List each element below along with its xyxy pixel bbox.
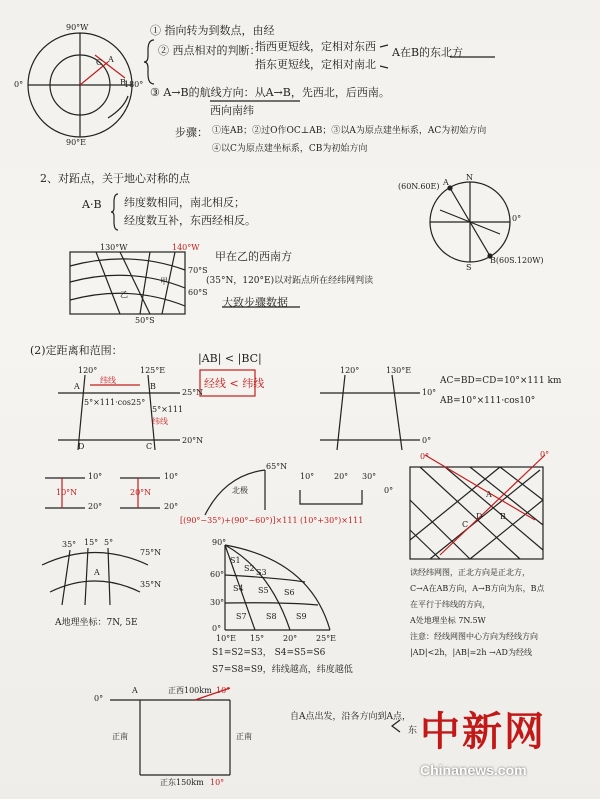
read-note-1: 读经纬网图，正北方向是正北方，	[410, 568, 530, 577]
latitude-formula-2: (10°+30°)×111	[300, 516, 364, 525]
g-60s: 60°S	[188, 288, 208, 297]
jia-note-2: (35°N，120°E)以对跖点所在经纬网判读	[206, 276, 374, 286]
br-20: 20°	[334, 472, 349, 481]
tr-len2: 5°×111	[152, 405, 184, 414]
tr2-130e: 130°E	[386, 366, 412, 375]
c1-c: C	[96, 58, 103, 67]
polar-view-diagram	[28, 33, 132, 137]
fan-75: 75°N	[140, 548, 162, 557]
g-yi: 乙	[120, 290, 128, 299]
g-140w: 140°W	[172, 243, 200, 252]
rotated-graticule	[410, 455, 545, 559]
ms-20c: 20°N	[130, 488, 152, 497]
bot-r1: 正西100km	[168, 686, 212, 695]
fan-15: 15°	[84, 538, 99, 547]
tr-a: A	[74, 382, 80, 391]
q-s7: S7	[236, 612, 247, 621]
c2-s: S	[466, 263, 472, 272]
tr2-0: 0°	[422, 436, 432, 445]
note-rule-1: ① 指向转为到数点，由经	[150, 24, 275, 37]
section-distance: (2)定距离和范围：	[30, 344, 123, 357]
ms-10b: 10°	[164, 472, 179, 481]
bottom-note-2: 东	[408, 726, 418, 736]
ab-rule-1: 纬度数相同，南北相反；	[124, 196, 245, 209]
steps-line-1: ①连AB；②过O作OC⊥AB；③以A为原点建坐标系，AC为初始方向	[212, 126, 487, 136]
read-note-5: 注意：经线网图中心方向为经线方向	[410, 632, 538, 641]
bot-r4b: 10°	[210, 778, 225, 787]
tr-125e: 125°E	[140, 366, 166, 375]
q-s3: S3	[256, 568, 267, 577]
note-rule-3: ③ A→B的航线方向：从A→B，先西北，后西南。	[150, 86, 390, 99]
antipode-circle-diagram	[430, 182, 510, 262]
g-50s: 50°S	[135, 316, 155, 325]
watermark-logo: 中新网	[420, 708, 546, 755]
br-30: 30°	[362, 472, 377, 481]
gr-c: C	[462, 520, 469, 529]
q-s8: S8	[266, 612, 277, 621]
c1-left: 0°	[14, 80, 24, 89]
note-rule-2: ② 西点相对的判断：	[158, 44, 261, 57]
fan-35n: 35°N	[140, 580, 162, 589]
c2-b: B(60S.120W)	[490, 256, 544, 265]
q-90: 90°	[212, 538, 227, 547]
bot-0: 0°	[94, 694, 104, 703]
q-s1: S1	[230, 556, 241, 565]
bottom-note-1: 自A点出发，沿各方向到A点，	[290, 712, 411, 722]
q-0: 0°	[212, 624, 222, 633]
tr-jw: 纬线	[100, 376, 116, 385]
tr-d: D	[78, 442, 85, 451]
watermark-url: Chinanews.com	[420, 762, 527, 778]
read-note-2: C→A在AB方向，A→B方向为东，B点	[410, 584, 545, 593]
note-rule-3b: 西向南纬	[210, 104, 254, 117]
section-antipode: 2、对跖点，关于地心对称的点	[40, 172, 190, 185]
tr-20n: 20°N	[182, 436, 204, 445]
gr-o2: 0°	[540, 450, 550, 459]
note-rule-2c: 指东更短线，定相对南北	[255, 58, 376, 71]
tr-25n: 25°N	[182, 388, 204, 397]
note-rule-2d: A在B的东北方	[392, 46, 464, 59]
gr-o1: 0°	[420, 452, 430, 461]
c1-bottom: 90°E	[66, 138, 87, 147]
br-0: 0°	[384, 486, 394, 495]
bot-r1b: 10°	[216, 686, 231, 695]
steps-title: 步骤：	[175, 126, 208, 139]
steps-line-2: ④以C为原点建坐标系，CB为初始方向	[212, 144, 368, 154]
q-20: 20°	[283, 634, 298, 643]
right-trap-formula-1: AC=BD=CD=10°×111 km	[440, 376, 562, 386]
ab-rule-2: 经度数互补，东西经相反。	[124, 214, 256, 227]
trapezoid-right	[320, 375, 420, 450]
c2-a: A	[443, 178, 449, 187]
c1-top: 90°W	[66, 23, 89, 32]
read-note-3: 在平行于纬线的方向，	[410, 600, 490, 609]
abbc-note-2: 经线 < 纬线	[204, 377, 265, 390]
c2-o: 0°	[512, 214, 522, 223]
tr-len: 5°×111·cos25°	[84, 398, 146, 407]
ms-20: 20°	[88, 502, 103, 511]
q-10e: 10°E	[216, 634, 237, 643]
read-note-6: |AD|<2h，|AB|=2h →AD为经线	[410, 648, 532, 657]
gr-d: D	[476, 512, 483, 521]
c2-coord: (60N.60E)	[398, 182, 440, 191]
route-diagram	[110, 688, 230, 775]
tr-b: B	[150, 382, 156, 391]
bot-r3: 正南	[236, 732, 252, 741]
jia-note-3: 大致步骤数据	[222, 296, 288, 309]
c1-b: B	[120, 78, 126, 87]
ms-10a: 10°	[88, 472, 103, 481]
c1-a: A	[108, 55, 114, 64]
ab-label: A·B	[82, 198, 102, 211]
q-s5: S5	[258, 586, 269, 595]
gr-a: A	[486, 490, 492, 499]
q-s6: S6	[284, 588, 295, 597]
bot-r2: 正南	[112, 732, 128, 741]
g-70s: 70°S	[188, 266, 208, 275]
q-60: 60°	[210, 570, 225, 579]
tr-jx: 纬线	[152, 417, 168, 426]
jia-note-1: 甲在乙的西南方	[215, 250, 292, 263]
br-10: 10°	[300, 472, 315, 481]
gr-b: B	[500, 512, 506, 521]
tr-c: C	[146, 442, 153, 451]
latitude-formula-1: [(90°−35°)+(90°−60°)]×111	[180, 516, 298, 525]
q-s9: S9	[296, 612, 307, 621]
tr2-10: 10°	[422, 388, 437, 397]
bot-r4: 正东150km	[160, 778, 204, 787]
right-trap-formula-2: AB=10°×111·cos10°	[440, 396, 536, 406]
c1-right: 180°	[124, 80, 144, 89]
q-25e: 25°E	[316, 634, 337, 643]
area-equality-1: S1=S2=S3， S4=S5=S6	[212, 648, 326, 658]
g-130w: 130°W	[100, 243, 128, 252]
area-equality-2: S7=S8=S9，纬线越高，纬度越低	[212, 665, 353, 675]
q-30: 30°	[210, 598, 225, 607]
arc-65: 65°N	[266, 462, 288, 471]
abbc-note: |AB| < |BC|	[198, 352, 262, 365]
g-jia: 甲	[160, 277, 168, 286]
q-s4: S4	[233, 584, 244, 593]
ms-10c: 10°N	[56, 488, 78, 497]
ms-20b: 20°	[164, 502, 179, 511]
bot-a: A	[132, 686, 138, 695]
q-s2: S2	[244, 564, 255, 573]
fan-5: 5°	[104, 538, 114, 547]
fan-35: 35°	[62, 540, 77, 549]
fan-a: A	[94, 568, 100, 577]
q-15: 15°	[250, 634, 265, 643]
arc-label: 北极	[232, 486, 248, 495]
c2-n: N	[466, 173, 473, 182]
tr2-120: 120°	[340, 366, 360, 375]
coord-note: A地理坐标：7N, 5E	[55, 618, 138, 628]
note-rule-2b: 指西更短线，定相对东西	[255, 40, 376, 53]
tr-120: 120°	[78, 366, 98, 375]
read-note-4: A处地理坐标 7N.5W	[410, 616, 486, 625]
